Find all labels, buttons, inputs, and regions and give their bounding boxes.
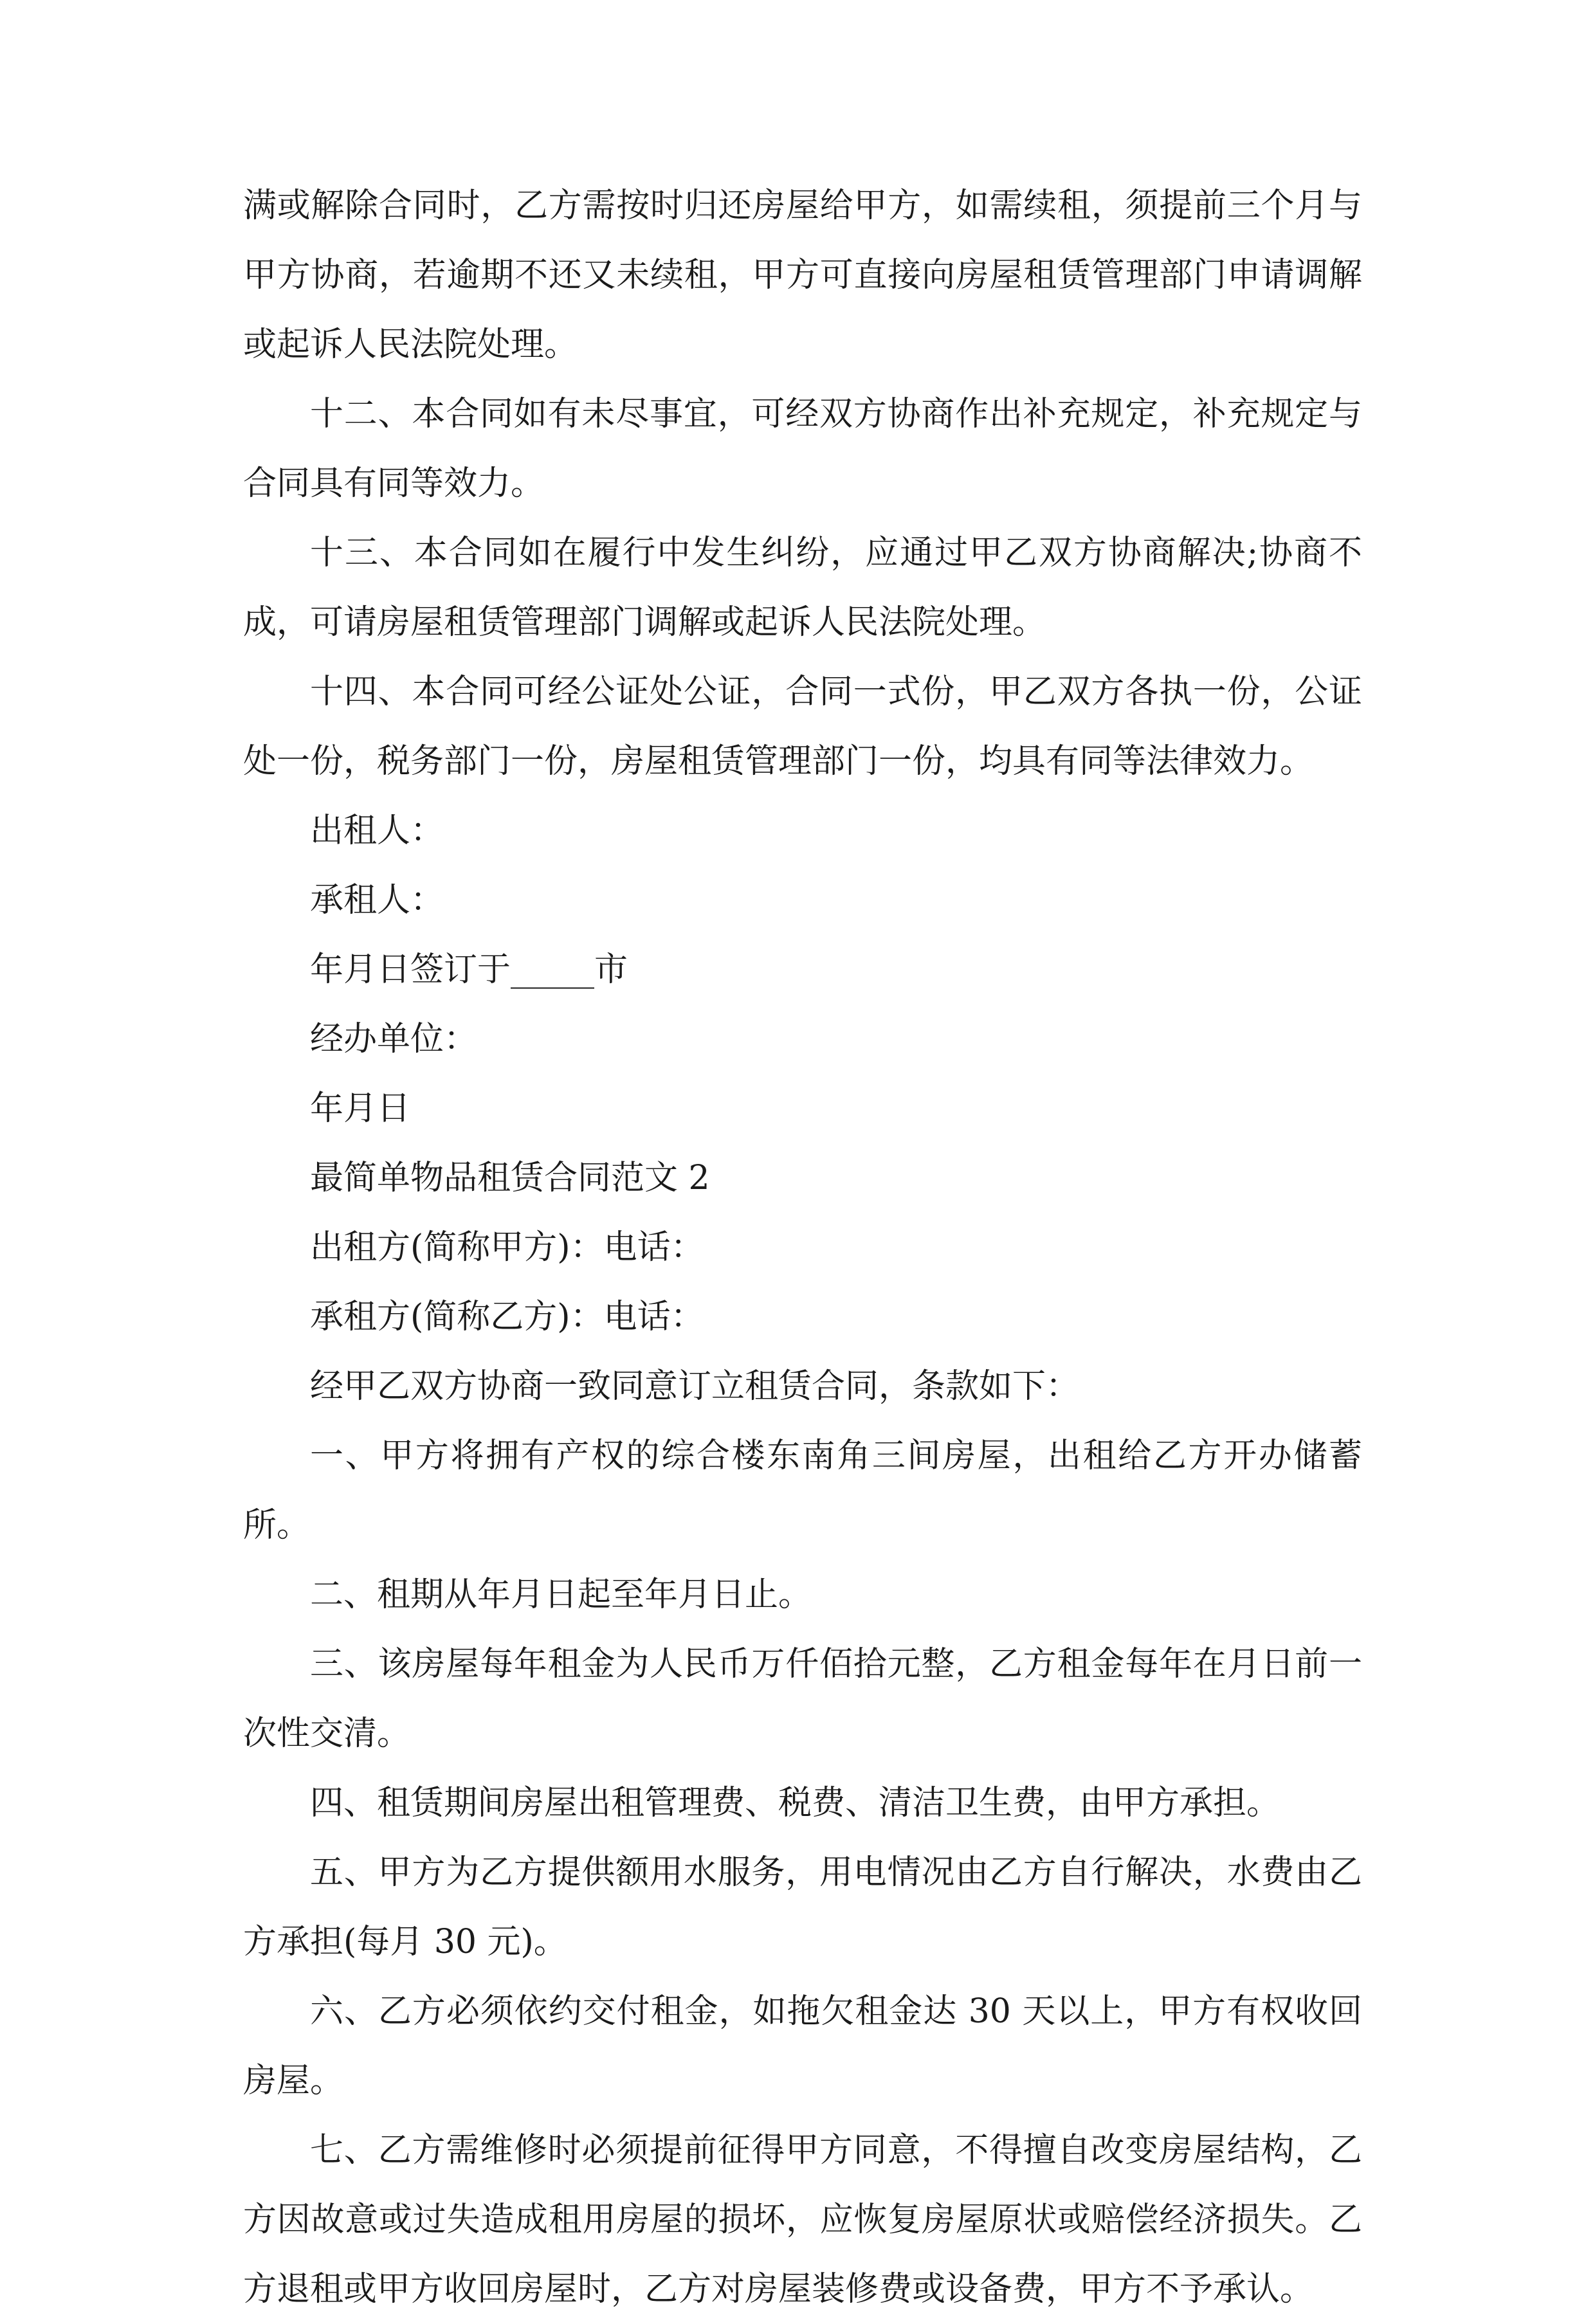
paragraph-clause-1: 一、甲方将拥有产权的综合楼东南角三间房屋，出租给乙方开办储蓄所。: [243, 1437, 1362, 1545]
signature-lessee-line: 承租人：: [310, 881, 444, 920]
party-a-line: 出租方(简称甲方)：电话：: [310, 1228, 704, 1267]
signing-date-place-line: 年月日签订于_____市: [310, 950, 628, 989]
date-line: 年月日: [310, 1089, 411, 1128]
paragraph-clause-4: 四、租赁期间房屋出租管理费、税费、清洁卫生费，由甲方承担。: [310, 1784, 1281, 1822]
paragraph-lease-end-continuation: 满或解除合同时，乙方需按时归还房屋给甲方，如需续租，须提前三个月与甲方协商，若逾期不还又未续租，甲方可直接向房屋租赁管理部门申请调解或起诉人民法院处理。: [243, 186, 1362, 364]
paragraph-clause-3: 三、该房屋每年租金为人民币万仟佰拾元整，乙方租金每年在月日前一次性交清。: [243, 1645, 1362, 1753]
paragraph-clause-5: 五、甲方为乙方提供额用水服务，用电情况由乙方自行解决，水费由乙方承担(每月 30 元)。: [243, 1853, 1362, 1961]
paragraph-clause-6: 六、乙方必须依约交付租金，如拖欠租金达 30 天以上，甲方有权收回房屋。: [243, 1992, 1362, 2100]
handling-unit-line: 经办单位：: [310, 1020, 478, 1058]
paragraph-clause-12: 十二、本合同如有未尽事宜，可经双方协商作出补充规定，补充规定与合同具有同等效力。: [243, 395, 1362, 503]
paragraph-clause-13: 十三、本合同如在履行中发生纠纷，应通过甲乙双方协商解决;协商不成，可请房屋租赁管理部门调解或起诉人民法院处理。: [243, 534, 1362, 642]
preamble-paragraph: 经甲乙双方协商一致同意订立租赁合同，条款如下：: [310, 1367, 1080, 1406]
signature-lessor-line: 出租人：: [310, 812, 444, 850]
section-title-sample-2: 最简单物品租赁合同范文 2: [310, 1159, 710, 1197]
document-body: [243, 171, 1362, 2324]
paragraph-clause-2: 二、租期从年月日起至年月日止。: [310, 1575, 812, 1614]
paragraph-clause-7: 七、乙方需维修时必须提前征得甲方同意，不得擅自改变房屋结构，乙方因故意或过失造成租用房屋的损坏，应恢复房屋原状或赔偿经济损失。乙方退租或甲方收回房屋时，乙方对房屋装修费或设备费，甲方不予承认。: [243, 2131, 1362, 2309]
party-b-line: 承租方(简称乙方)：电话：: [310, 1298, 704, 1336]
paragraph-clause-14: 十四、本合同可经公证处公证，合同一式份，甲乙双方各执一份，公证处一份，税务部门一份，房屋租赁管理部门一份，均具有同等法律效力。: [243, 673, 1362, 781]
